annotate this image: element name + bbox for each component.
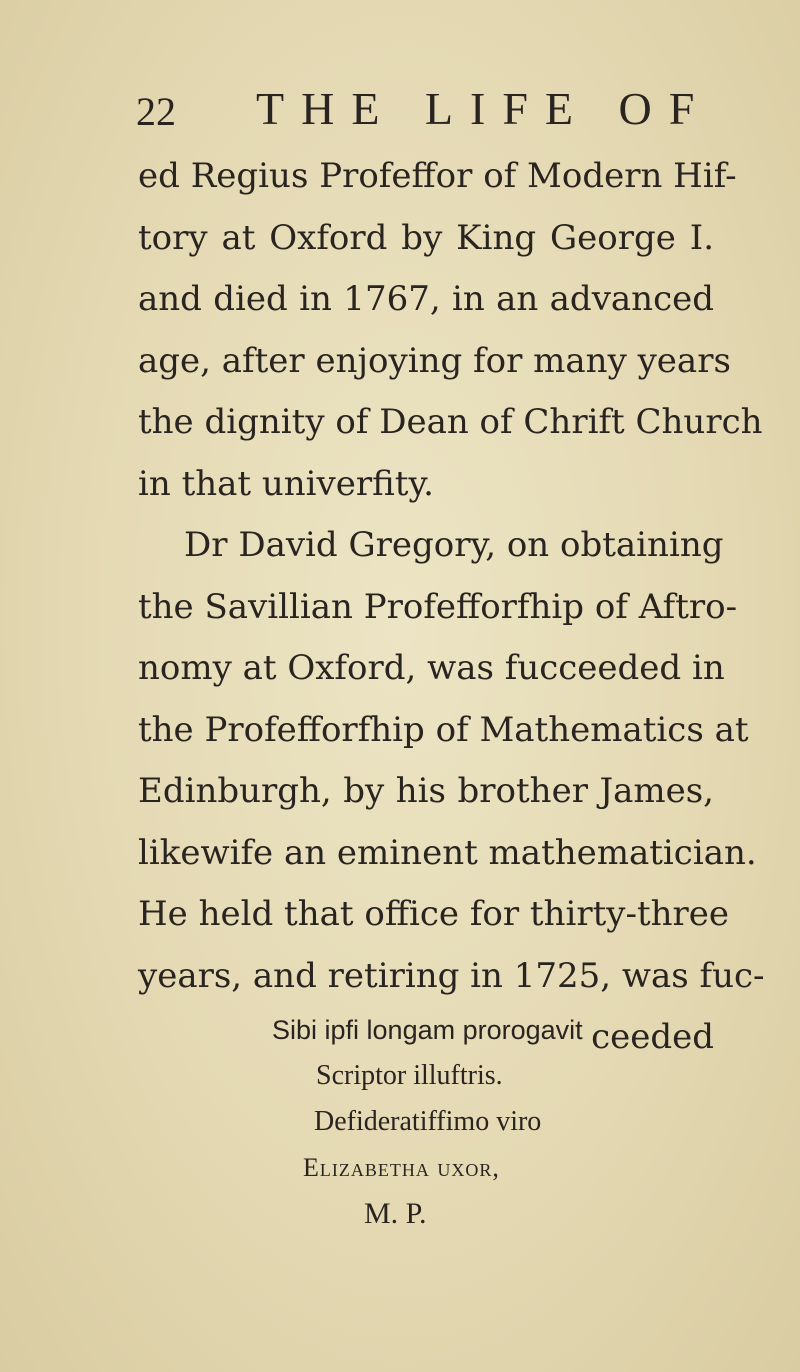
text-line: Dr David Gregory, on obtaining	[184, 525, 724, 565]
text-line: the Profefforfhip of Mathematics at	[138, 709, 749, 750]
epitaph-line: Defideratiffimo viro	[314, 1106, 542, 1137]
text-line: likewife an eminent mathematician.	[138, 832, 757, 873]
epitaph-line: Elizabetha uxor,	[303, 1153, 500, 1182]
text-line: tory at Oxford by King George I.	[138, 217, 714, 258]
text-line: ed Regius Profeffor of Modern Hif-	[138, 156, 737, 196]
text-line: Edinburgh, by his brother James,	[138, 771, 714, 811]
text-line: He held that office for thirty-three	[138, 894, 730, 934]
catchword: ceeded	[591, 1017, 714, 1057]
text-line: and died in 1767, in an advanced	[138, 279, 714, 319]
epitaph-signature: M. P.	[364, 1197, 427, 1230]
text-line: years, and retiring in 1725, was fuc-	[138, 955, 765, 996]
running-title: THE LIFE OF	[256, 83, 712, 134]
body-text	[138, 146, 765, 1069]
epitaph-line: Sibi ipfi longam prorogavit	[272, 1015, 583, 1045]
text-line: the Savillian Profefforfhip of Aftro-	[138, 586, 738, 627]
running-head	[0, 78, 800, 138]
epitaph-line: Scriptor illuftris.	[316, 1060, 503, 1091]
text-line: the dignity of Dean of Chrift Church	[138, 402, 763, 442]
page-number: 22	[136, 89, 176, 134]
text-line: age, after enjoying for many years	[138, 340, 731, 381]
text-line: nomy at Oxford, was fucceeded in	[138, 648, 725, 688]
text-line: in that univerfity.	[138, 463, 434, 504]
